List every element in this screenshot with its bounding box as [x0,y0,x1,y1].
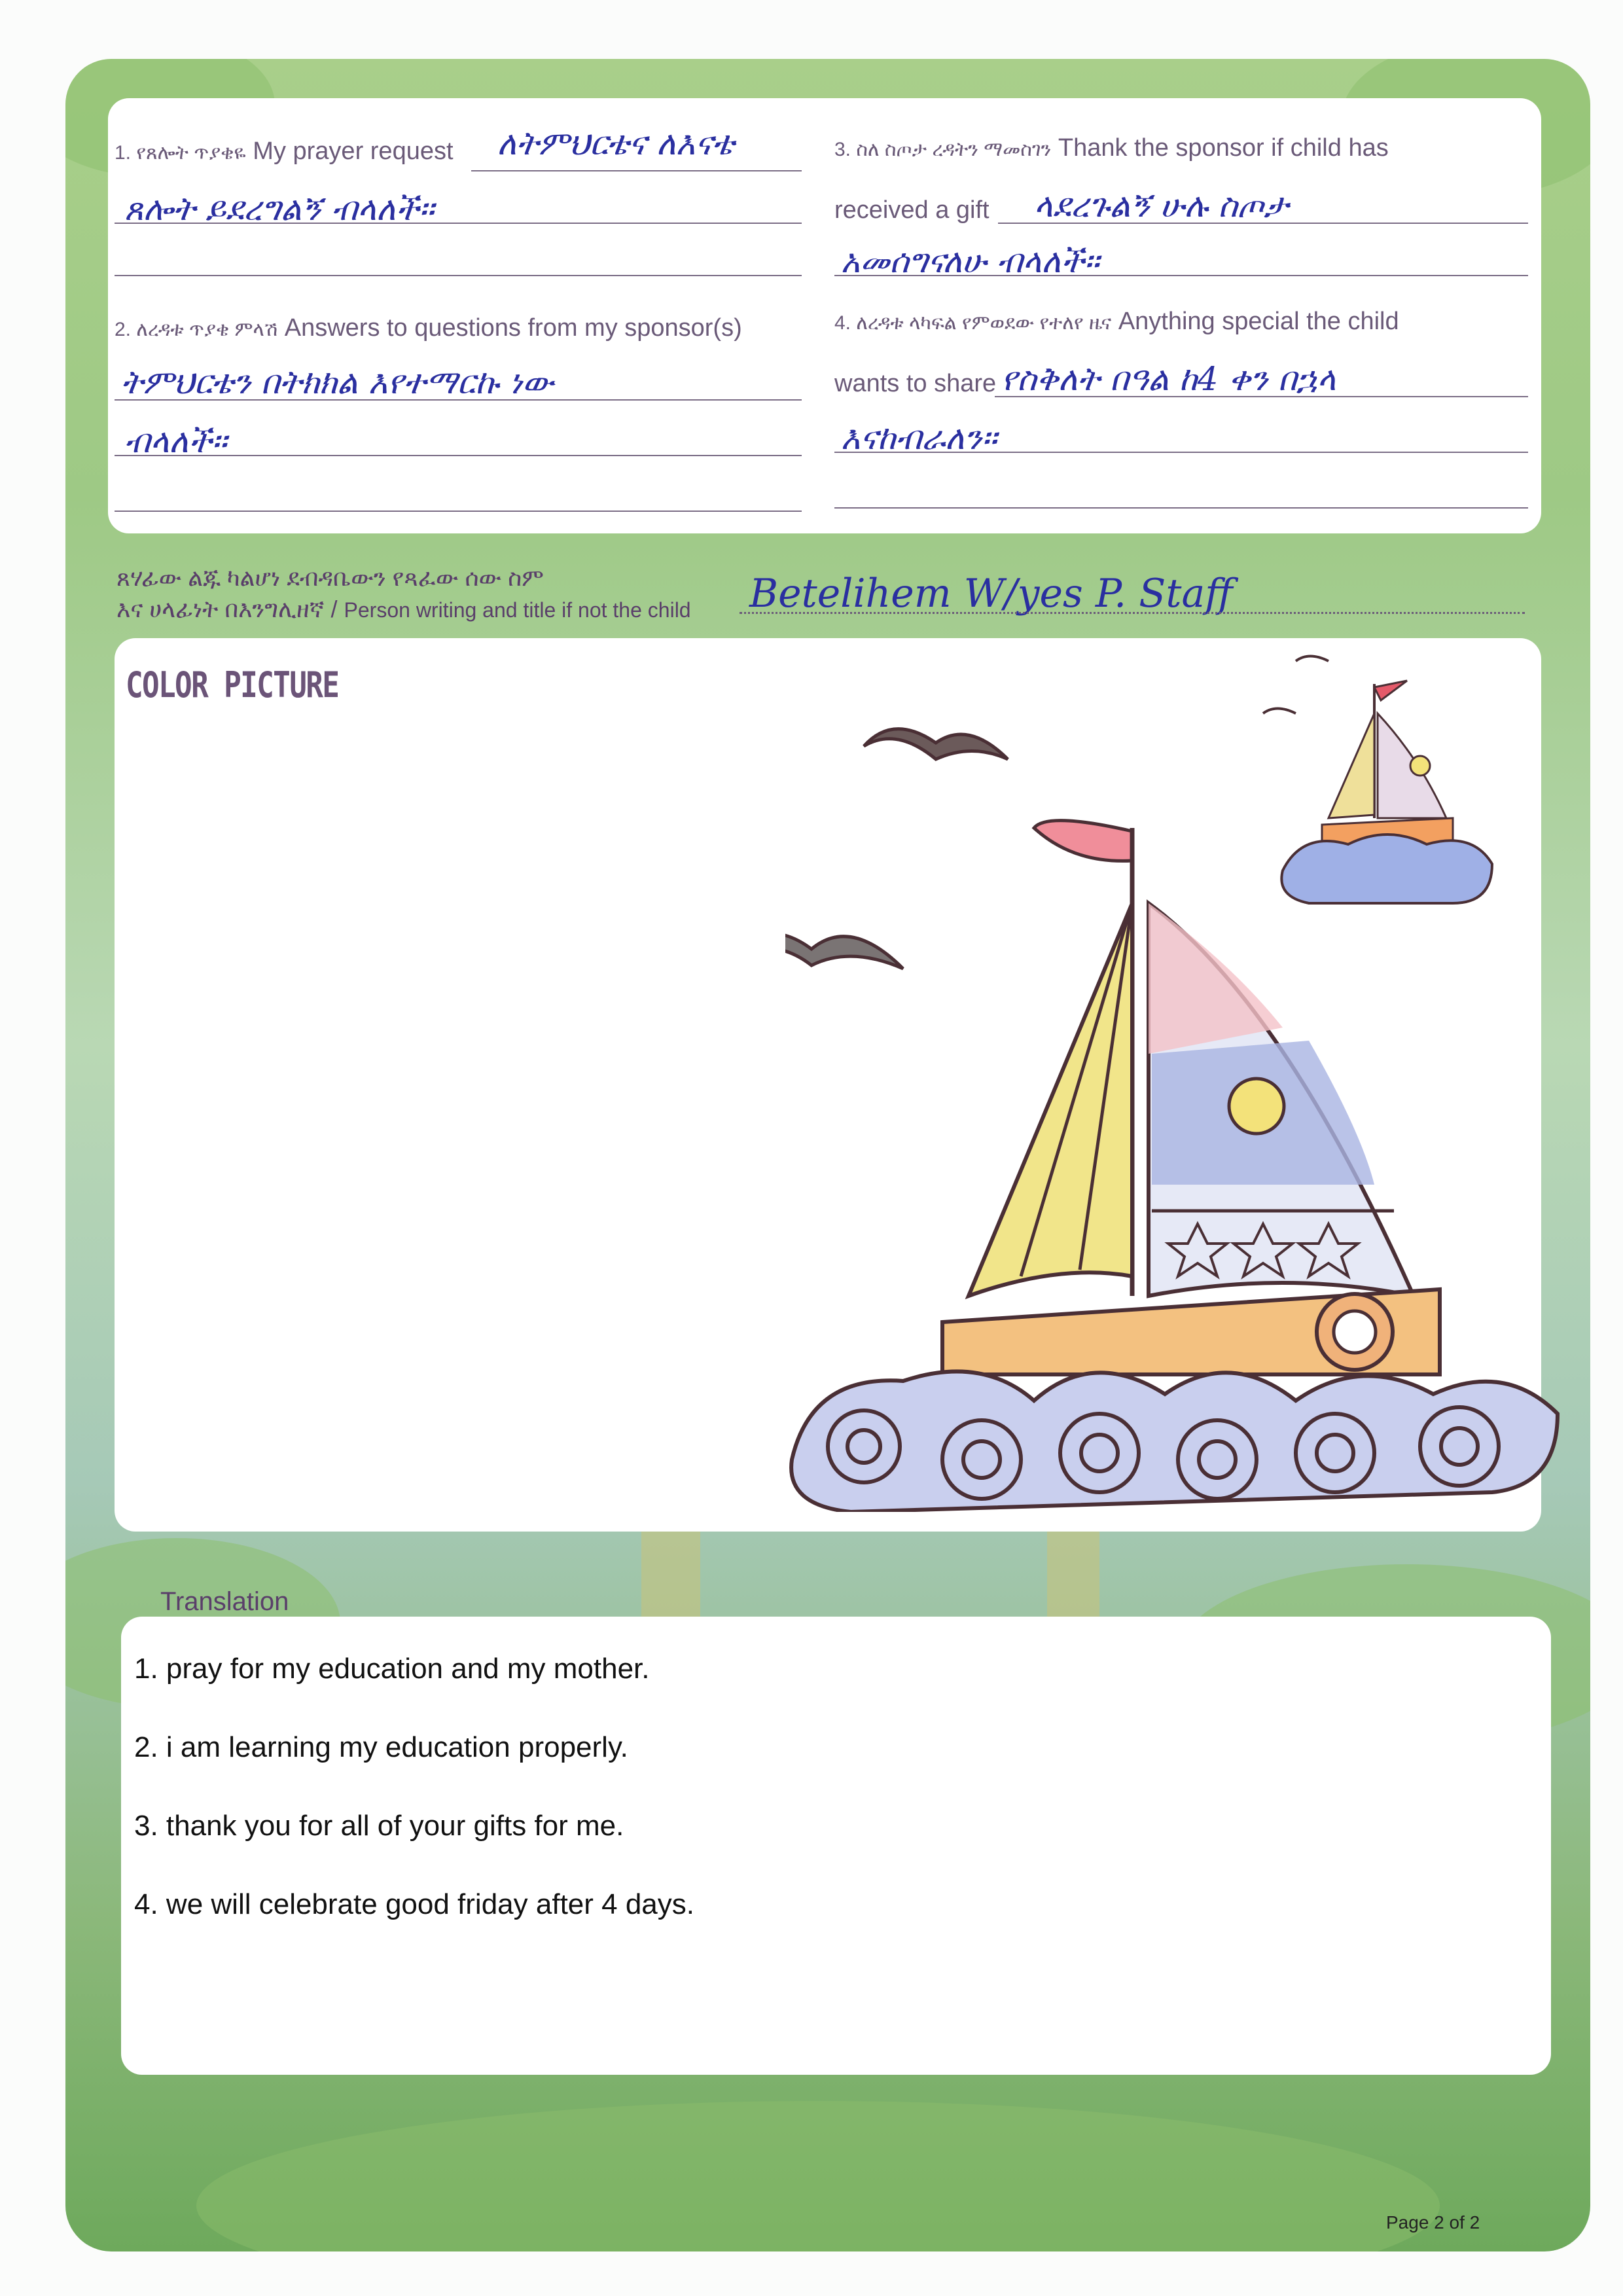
bird-icon [1263,709,1296,714]
underline [115,455,802,456]
thanks-label [834,134,1389,162]
prayer-label-en: My prayer request [253,137,454,165]
prayer-handwriting-2: ጸሎት ይደረግልኝ ብላለች። [124,190,435,228]
sun-icon [1410,756,1430,776]
underline [834,275,1528,276]
underline [115,223,802,224]
translation-line: 2. i am learning my education properly. [134,1731,628,1763]
thanks-label-am: 3. ስለ ስጦታ ረዳትን ማመስገን [834,139,1052,160]
special-label-en: Anything special the child [1118,308,1399,335]
translation-line: 3. thank you for all of your gifts for me. [134,1810,624,1842]
sun-icon [1229,1079,1284,1134]
underline [115,511,802,512]
page-number: Page 2 of 2 [1386,2212,1480,2233]
underline [115,275,802,276]
prayer-handwriting-1: ለትምህርቴና ለእናቴ [497,124,734,162]
flag-icon [1374,681,1407,700]
thanks-label-2: received a gift [834,196,990,224]
waves [1281,834,1492,903]
special-label-2: wants to share [834,370,997,397]
thanks-handwriting-1: ላደረጉልኝ ሁሉ ስጦታ [1034,187,1289,224]
signer-label-row-2 [116,596,691,624]
translation-title: Translation [160,1587,289,1616]
underline [995,396,1528,397]
bird-icon [1296,656,1329,662]
special-label [834,308,1399,336]
signer-handwriting: Betelihem W/yes P. Staff [749,571,1233,617]
signer-label-en: Person writing and title if not the child [344,598,691,622]
underline [834,452,1528,453]
prayer-label [115,137,454,166]
translation-line: 4. we will celebrate good friday after 4 days. [134,1888,695,1920]
signer-dotted-line [740,612,1525,614]
answers-label-am: 2. ለረዳቱ ጥያቄ ምላሽ [115,319,278,340]
small-sailboat-drawing [1257,648,1518,923]
signer-label-am-1: ጸሃፊው ልጁ ካልሆነ ደብዳቤውን የጻፈው ሰው ስም [116,564,544,591]
underline [115,399,802,401]
bird-icon [864,729,1008,759]
answers-handwriting-1: ትምህርቴን በትክክል እየተማርኩ ነው [121,363,554,401]
bird-icon [785,933,903,969]
special-label-am: 4. ለረዳቱ ላካፍል የምወደው የተለየ ዜና [834,312,1112,334]
translation-line: 1. pray for my education and my mother. [134,1653,650,1685]
flag-icon [1034,821,1132,861]
left-sail [969,903,1132,1296]
leaf-decoration [196,2101,1440,2251]
underline [834,507,1528,509]
special-handwriting-1: የስቅለት በዓል ከ4 ቀን በኋላ [1001,360,1336,398]
special-handwriting-2: እናከብራለን። [841,419,997,457]
answers-handwriting-2: ብላለች። [124,422,227,460]
answers-label [115,314,742,342]
underline [998,223,1528,224]
prayer-label-am: 1. የጸሎት ጥያቄዬ [115,142,246,164]
color-picture-title: COLOR PICTURE [126,664,339,706]
signer-label-am-2: እና ሀላፊነት በእንግሊዘኛ / [116,596,338,622]
translation-panel [121,1617,1551,2075]
answers-label-en: Answers to questions from my sponsor(s) [284,314,742,342]
thanks-handwriting-2: አመሰግናለሁ ብላለች። [841,242,1099,280]
thanks-label-en: Thank the sponsor if child has [1058,134,1389,162]
underline [471,170,802,171]
